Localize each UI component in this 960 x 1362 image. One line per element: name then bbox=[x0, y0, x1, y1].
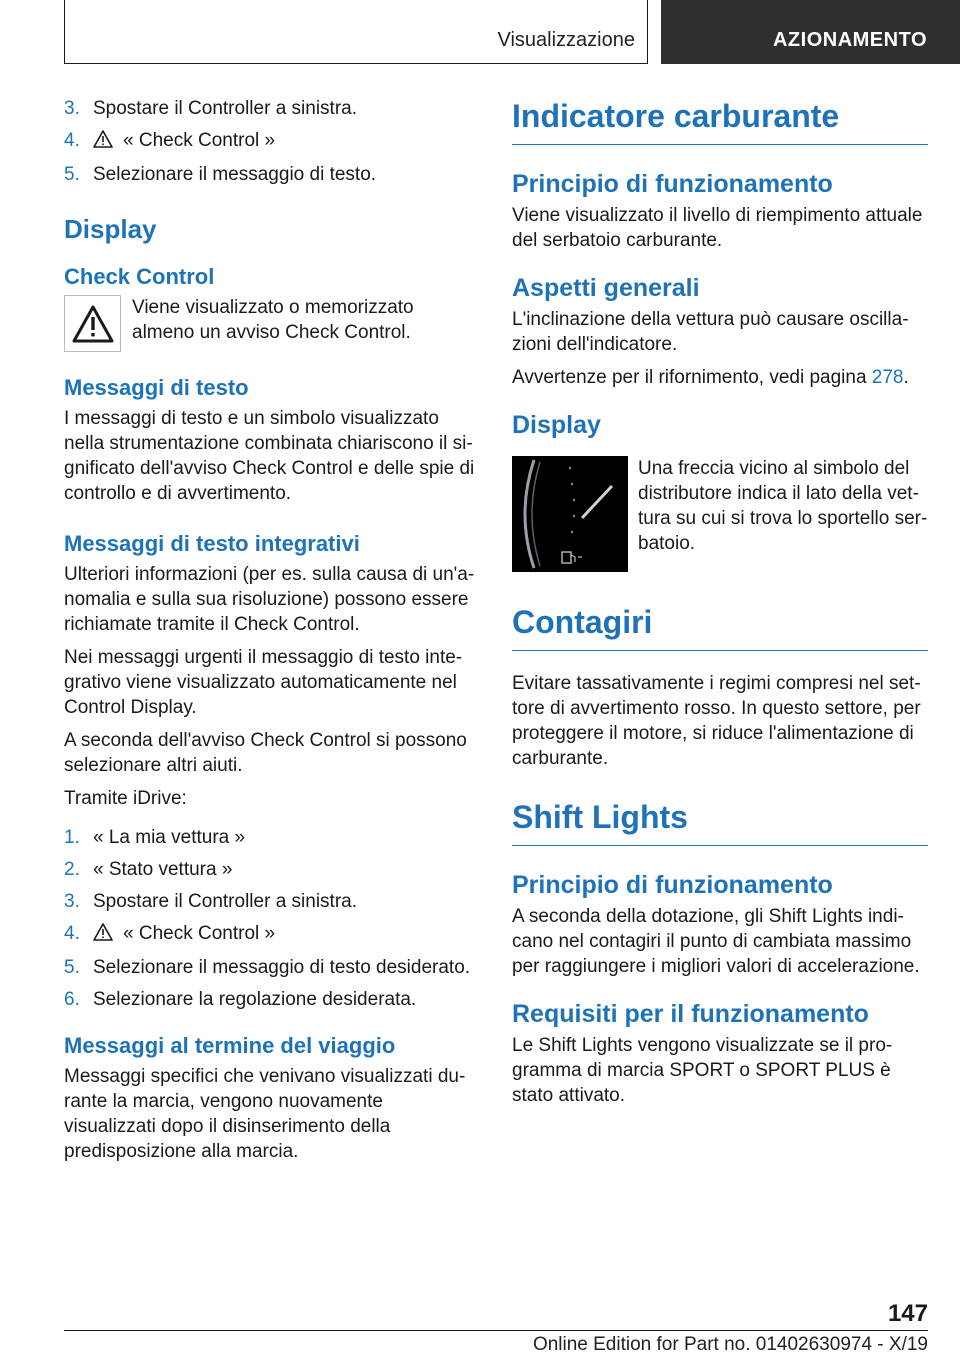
header-section-title: Visualizzazione bbox=[497, 29, 635, 51]
display-heading: Display bbox=[64, 214, 157, 244]
integrative-heading: Messaggi di testo integrativi bbox=[64, 531, 360, 556]
list-item: 3. Spostare il Controller a sinistra. bbox=[64, 891, 357, 912]
warning-triangle-icon bbox=[93, 923, 115, 948]
text-messages-body: I messaggi di testo e un simbolo visualizzato nella strumentazione combinata chiariscono il si-gnificato dell'avviso Check Control e delle spie di controllo e di avvertimento. bbox=[64, 408, 475, 504]
header-chapter-title: AZIONAMENTO bbox=[772, 29, 927, 51]
warning-triangle-icon bbox=[64, 295, 121, 352]
list-item: 2. « Stato vettura » bbox=[64, 859, 233, 880]
list-item: 6. Selezionare la regolazione desiderata. bbox=[64, 989, 417, 1010]
shift-principle-body: A seconda della dotazione, gli Shift Lights indi-cano nel contagiri il punto di cambiata massimo per raggiungere i migliori valori di accelerazione. bbox=[512, 906, 920, 977]
tachometer-body: Evitare tassativamente i regimi compresi nel set-tore di avvertimento rosso. In questo settore, per proteggere il motore, si riduce l'alimentazione di carburante. bbox=[512, 673, 921, 769]
integrative-paragraph: Tramite iDrive: bbox=[64, 788, 187, 809]
list-item: 4. « Check Control » bbox=[64, 921, 478, 948]
edition-footer: Online Edition for Part no. 01402630974 - X/19 bbox=[532, 1334, 928, 1355]
shift-lights-heading: Shift Lights bbox=[512, 797, 928, 846]
page-reference-link[interactable]: 278 bbox=[871, 367, 904, 388]
left-column bbox=[64, 96, 478, 1172]
page-number: 147 bbox=[887, 1300, 928, 1327]
fuel-principle-body: Viene visualizzato il livello di riempimento attuale del serbatoio carburante. bbox=[512, 205, 923, 251]
fuel-gauge-image bbox=[512, 456, 628, 572]
general-paragraph: Avvertenze per il rifornimento, vedi pagina 278. bbox=[512, 367, 909, 388]
tachometer-heading: Contagiri bbox=[512, 602, 928, 651]
trip-end-heading: Messaggi al termine del viaggio bbox=[64, 1033, 396, 1058]
idrive-steps-list bbox=[64, 825, 478, 1012]
integrative-paragraph: Ulteriori informazioni (per es. sulla causa di un'a-nomalia e sulla sua risoluzione) possono essere richiamate tramite il Check Control. bbox=[64, 564, 475, 635]
display-heading: Display bbox=[512, 411, 601, 439]
list-item: 5. Selezionare il messaggio di testo. bbox=[64, 164, 377, 185]
fuel-display-figure bbox=[512, 456, 928, 572]
general-paragraph: L'inclinazione della vettura può causare oscilla-zioni dell'indicatore. bbox=[512, 309, 909, 355]
right-column bbox=[512, 96, 928, 1116]
integrative-paragraph: Nei messaggi urgenti il messaggio di testo inte-grativo viene visualizzato automaticamente nel Control Display. bbox=[64, 647, 463, 718]
text-messages-heading: Messaggi di testo bbox=[64, 375, 249, 400]
check-control-warning bbox=[64, 295, 478, 352]
header-section-box bbox=[64, 0, 648, 64]
general-heading: Aspetti generali bbox=[512, 274, 700, 302]
page-header bbox=[0, 0, 960, 66]
top-steps-list bbox=[64, 96, 478, 187]
check-control-heading: Check Control bbox=[64, 264, 215, 289]
fuel-principle-heading: Principio di funzionamento bbox=[512, 170, 833, 198]
requirements-body: Le Shift Lights vengono visualizzate se il pro-gramma di marcia SPORT o SPORT PLUS è stato attivato. bbox=[512, 1035, 893, 1106]
list-item: 5. Selezionare il messaggio di testo desiderato. bbox=[64, 957, 471, 978]
fuel-gauge-heading: Indicatore carburante bbox=[512, 96, 928, 145]
header-chapter-tab bbox=[661, 0, 960, 64]
trip-end-body: Messaggi specifici che venivano visualizzati du-rante la marcia, vengono nuovamente visualizzati dopo il disinserimento della predisposizione alla marcia. bbox=[64, 1066, 466, 1162]
requirements-heading: Requisiti per il funzionamento bbox=[512, 1000, 869, 1028]
display-body: Una freccia vicino al simbolo del distributore indica il lato della vet-tura su cui si trova lo sportello ser-batoio. bbox=[638, 458, 928, 554]
footer-divider bbox=[64, 1330, 928, 1331]
warning-triangle-icon bbox=[93, 130, 115, 155]
list-item: 3. Spostare il Controller a sinistra. bbox=[64, 98, 357, 119]
warning-text: Viene visualizzato o memorizzato almeno un avviso Check Control. bbox=[132, 297, 414, 343]
integrative-paragraph: A seconda dell'avviso Check Control si possono selezionare altri aiuti. bbox=[64, 730, 467, 776]
list-item: 1. « La mia vettura » bbox=[64, 827, 246, 848]
shift-principle-heading: Principio di funzionamento bbox=[512, 871, 833, 899]
list-item: 4. « Check Control » bbox=[64, 128, 478, 155]
